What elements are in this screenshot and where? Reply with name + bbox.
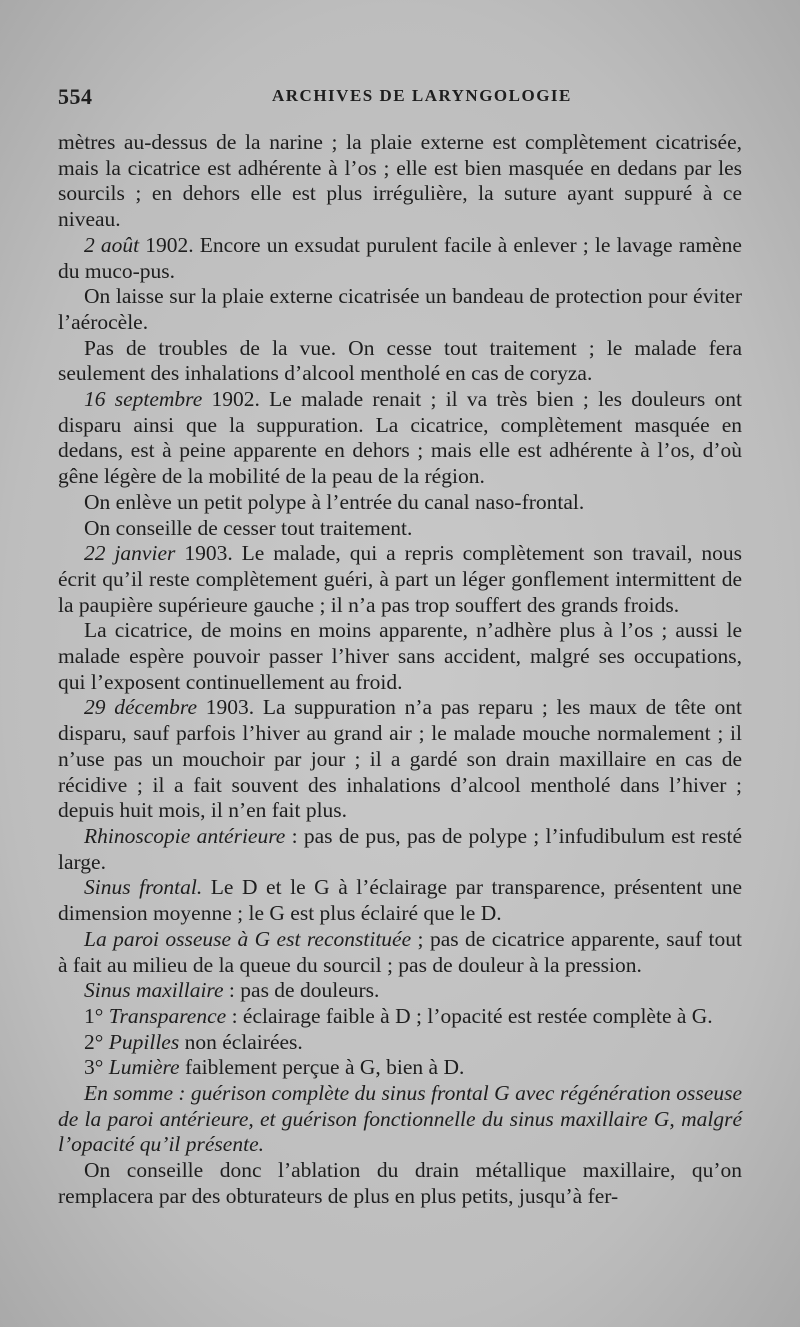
italic-text: En somme : guérison complète du sinus frontal G avec régénération osseuse de la paroi antérieure, et guérison fonctionnelle du sinus maxillaire G, malgré l’opacité qu’il présente. (58, 1081, 742, 1157)
text-run: : éclairage faible à D ; l’opacité est restée complète à G. (226, 1003, 713, 1028)
text-run: non éclairées. (179, 1029, 303, 1054)
text-run: : pas de pus, pas de polype ; l’infudibulum est resté large. (58, 823, 743, 874)
paragraph (58, 233, 742, 284)
italic-text: 29 décembre (84, 695, 198, 720)
italic-text: La paroi osseuse à G est reconstituée (84, 926, 412, 951)
paragraph (58, 490, 742, 516)
text-run: On enlève un petit polype à l’entrée du canal naso-frontal. (84, 489, 585, 514)
page-header (58, 84, 742, 114)
italic-text: 22 janvier (84, 541, 176, 566)
paragraph (58, 695, 742, 824)
italic-text: 16 septembre (84, 387, 203, 412)
text-run: 3° (84, 1055, 109, 1080)
paragraph (58, 516, 742, 542)
paragraph (58, 130, 742, 233)
text-run: 1902. Le malade renait ; il va très bien ; les douleurs ont disparu ainsi que la suppuration. La cicatrice, complètement masquée en dedans, est à peine apparente en dehors ; mais elle est adhérente à l’os, d’où gêne légère de la mobilité de la peau de la région. (58, 387, 742, 489)
italic-text: Rhinoscopie antérieure (84, 823, 286, 848)
text-run: ; pas de cicatrice apparente, sauf tout à fait au milieu de la queue du sourcil ; pas de douleur à la pression. (58, 926, 742, 977)
text-run: 1903. Le malade, qui a repris complètement son travail, nous écrit qu’il reste complètement guéri, à part un léger gonflement intermittent de la paupière supérieure gauche ; il n’a pas trop souffert des grands froids. (58, 541, 743, 617)
text-run: faiblement perçue à G, bien à D. (179, 1055, 465, 1080)
text-run: 2° (84, 1029, 109, 1054)
text-run: 1903. La suppuration n’a pas reparu ; les maux de tête ont disparu, sauf parfois l’hiver au grand air ; le malade mouche normalement ; il n’use pas un mouchoir par jour ; il a gardé son drain maxillaire en cas de récidive ; il a fait souvent des inhalations d’alcool mentholé dans l’hiver ; depuis huit mois, il n’en fait plus. (58, 695, 742, 823)
paragraph (58, 1055, 742, 1081)
italic-text: Pupilles (108, 1029, 180, 1054)
paragraph (58, 875, 742, 926)
text-run: : pas de douleurs. (223, 978, 380, 1003)
italic-text: Sinus maxillaire (84, 978, 224, 1003)
italic-text: 2 août (84, 232, 140, 257)
italic-text: Lumière (108, 1055, 180, 1080)
paragraph (58, 1030, 742, 1056)
body-text (58, 130, 742, 1210)
text-run: Le D et le G à l’éclairage par transparence, présentent une dimension moyenne ; le G est plus éclairé que le D. (58, 875, 742, 926)
paragraph (58, 927, 742, 978)
paragraph (58, 618, 742, 695)
paragraph (58, 824, 742, 875)
text-run: On conseille de cesser tout traitement. (84, 515, 413, 540)
page-number: 554 (58, 84, 93, 109)
running-title: ARCHIVES DE LARYNGOLOGIE (272, 86, 572, 105)
text-run: 1902. Encore un exsudat purulent facile à enlever ; le lavage ramène du muco-pus. (58, 232, 742, 283)
italic-text: Transparence (108, 1003, 227, 1028)
paragraph (58, 1081, 742, 1158)
paragraph (58, 284, 742, 335)
text-run: La cicatrice, de moins en moins apparente, n’adhère plus à l’os ; aussi le malade espère pouvoir passer l’hiver sans accident, malgré ses occupations, qui l’exposent continuellement au froid. (58, 618, 742, 694)
text-run: mètres au-dessus de la narine ; la plaie externe est complètement cicatrisée, mais la cicatrice est adhérente à l’os ; elle est bien masquée en dedans par les sourcils ; en dehors elle est plus irrégulière, la suture ayant suppuré à ce niveau. (58, 130, 742, 232)
text-run: On conseille donc l’ablation du drain métallique maxillaire, qu’on remplacera par des obturateurs de plus en plus petits, jusqu’à fer- (58, 1158, 742, 1208)
italic-text: Sinus frontal. (84, 875, 203, 900)
paragraph (58, 978, 742, 1004)
paragraph (58, 541, 742, 618)
text-run: 1° (84, 1003, 109, 1028)
paragraph (58, 387, 742, 490)
paragraph (58, 1004, 742, 1030)
paragraph (58, 336, 742, 387)
text-run: On laisse sur la plaie externe cicatrisée un bandeau de protection pour éviter l’aérocèle. (58, 284, 742, 334)
text-run: Pas de troubles de la vue. On cesse tout traitement ; le malade fera seulement des inhalations d’alcool mentholé en cas de coryza. (58, 335, 742, 386)
paragraph (58, 1158, 742, 1209)
